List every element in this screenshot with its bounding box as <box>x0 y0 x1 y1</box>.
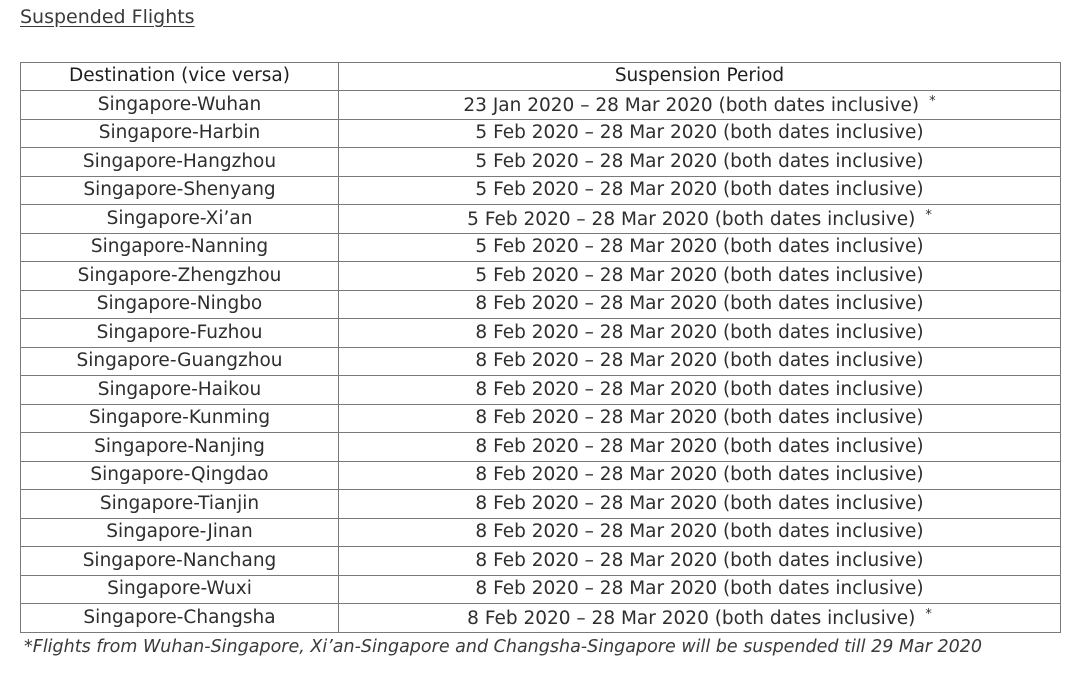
suspension-period-cell <box>339 205 1061 234</box>
suspension-period-text: 5 Feb 2020 – 28 Mar 2020 (both dates inclusive) <box>475 179 924 200</box>
table-row <box>21 319 1061 348</box>
destination-cell: Singapore-Kunming <box>21 404 339 433</box>
header-destination: Destination (vice versa) <box>21 63 339 91</box>
suspension-period-text: 5 Feb 2020 – 28 Mar 2020 (both dates inclusive) <box>475 264 924 286</box>
suspension-period-text: 8 Feb 2020 – 28 Mar 2020 (both dates inclusive) <box>475 378 924 400</box>
destination-cell: Singapore-Xi’an <box>21 205 339 234</box>
table-row <box>21 205 1061 234</box>
suspension-period-cell <box>339 490 1061 519</box>
suspension-period-cell <box>339 433 1061 462</box>
suspension-period-text: 8 Feb 2020 – 28 Mar 2020 (both dates inclusive) <box>475 464 924 485</box>
table-row <box>21 518 1061 547</box>
destination-cell: Singapore-Harbin <box>21 119 339 148</box>
table-row <box>21 262 1061 291</box>
suspension-period-cell <box>339 604 1061 633</box>
suspension-period-cell <box>339 91 1061 120</box>
table-row <box>21 604 1061 633</box>
suspension-period-cell <box>339 575 1061 604</box>
table-row <box>21 347 1061 376</box>
footnote-asterisk: * <box>925 207 932 223</box>
suspension-period-text: 5 Feb 2020 – 28 Mar 2020 (both dates inclusive) <box>475 150 924 172</box>
suspension-period-cell <box>339 290 1061 319</box>
suspension-period-cell <box>339 233 1061 262</box>
suspension-period-cell <box>339 119 1061 148</box>
table-row <box>21 575 1061 604</box>
destination-cell: Singapore-Guangzhou <box>21 347 339 376</box>
table-row <box>21 461 1061 490</box>
table-row <box>21 490 1061 519</box>
suspended-flights-table <box>20 62 1061 633</box>
page-title: Suspended Flights <box>20 6 195 28</box>
suspension-period-cell <box>339 176 1061 205</box>
table-row <box>21 91 1061 120</box>
footnote: *Flights from Wuhan-Singapore, Xi’an-Singapore and Changsha-Singapore will be suspended till 29 Mar 2020 <box>24 637 983 657</box>
footnote-asterisk: * <box>925 606 932 622</box>
suspension-period-text: 5 Feb 2020 – 28 Mar 2020 (both dates inclusive) <box>467 208 916 230</box>
suspension-period-text: 8 Feb 2020 – 28 Mar 2020 (both dates inclusive) <box>475 407 924 428</box>
suspension-period-text: 23 Jan 2020 – 28 Mar 2020 (both dates inclusive) <box>463 94 920 116</box>
suspension-period-cell <box>339 547 1061 576</box>
suspension-period-cell <box>339 148 1061 177</box>
table-header-row <box>21 63 1061 91</box>
suspension-period-text: 8 Feb 2020 – 28 Mar 2020 (both dates inclusive) <box>475 578 924 599</box>
destination-cell: Singapore-Nanning <box>21 233 339 262</box>
header-suspension-period: Suspension Period <box>339 63 1061 91</box>
table-body <box>21 91 1061 633</box>
suspension-period-text: 8 Feb 2020 – 28 Mar 2020 (both dates inclusive) <box>475 350 924 371</box>
destination-cell: Singapore-Ningbo <box>21 290 339 319</box>
suspension-period-cell <box>339 461 1061 490</box>
destination-cell: Singapore-Tianjin <box>21 490 339 519</box>
suspension-period-cell <box>339 347 1061 376</box>
destination-cell: Singapore-Zhengzhou <box>21 262 339 291</box>
destination-cell: Singapore-Haikou <box>21 376 339 405</box>
suspension-period-cell <box>339 319 1061 348</box>
destination-cell: Singapore-Nanchang <box>21 547 339 576</box>
destination-cell: Singapore-Wuhan <box>21 91 339 120</box>
table-row <box>21 233 1061 262</box>
suspension-period-cell <box>339 376 1061 405</box>
destination-cell: Singapore-Hangzhou <box>21 148 339 177</box>
suspension-period-cell <box>339 404 1061 433</box>
suspension-period-text: 5 Feb 2020 – 28 Mar 2020 (both dates inclusive) <box>475 236 924 257</box>
table-row <box>21 176 1061 205</box>
destination-cell: Singapore-Wuxi <box>21 575 339 604</box>
suspension-period-cell <box>339 262 1061 291</box>
table-row <box>21 547 1061 576</box>
table-row <box>21 290 1061 319</box>
suspension-period-text: 8 Feb 2020 – 28 Mar 2020 (both dates inclusive) <box>475 521 924 542</box>
suspension-period-text: 8 Feb 2020 – 28 Mar 2020 (both dates inclusive) <box>475 293 924 314</box>
table-row <box>21 148 1061 177</box>
table-row <box>21 433 1061 462</box>
suspension-period-text: 8 Feb 2020 – 28 Mar 2020 (both dates inclusive) <box>467 607 916 629</box>
table-row <box>21 119 1061 148</box>
footnote-asterisk: * <box>929 93 936 109</box>
destination-cell: Singapore-Fuzhou <box>21 319 339 348</box>
destination-cell: Singapore-Nanjing <box>21 433 339 462</box>
suspension-period-text: 8 Feb 2020 – 28 Mar 2020 (both dates inclusive) <box>475 321 924 343</box>
suspension-period-cell <box>339 518 1061 547</box>
suspension-period-text: 8 Feb 2020 – 28 Mar 2020 (both dates inclusive) <box>475 492 924 514</box>
destination-cell: Singapore-Qingdao <box>21 461 339 490</box>
suspension-period-text: 8 Feb 2020 – 28 Mar 2020 (both dates inclusive) <box>475 549 924 571</box>
destination-cell: Singapore-Changsha <box>21 604 339 633</box>
table-row <box>21 404 1061 433</box>
destination-cell: Singapore-Jinan <box>21 518 339 547</box>
table-row <box>21 376 1061 405</box>
suspension-period-text: 5 Feb 2020 – 28 Mar 2020 (both dates inclusive) <box>475 122 924 143</box>
suspension-period-text: 8 Feb 2020 – 28 Mar 2020 (both dates inclusive) <box>475 435 924 457</box>
destination-cell: Singapore-Shenyang <box>21 176 339 205</box>
